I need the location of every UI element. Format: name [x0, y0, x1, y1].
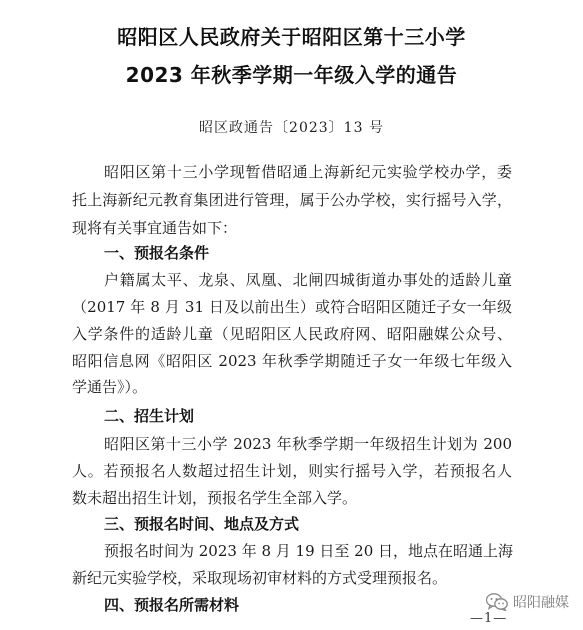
section-line: 入学条件的适龄儿童（见昭阳区人民政府网、昭阳融媒公众号、: [72, 325, 512, 343]
section-line: 学通告》）。: [72, 378, 148, 396]
page-number: —1—: [470, 611, 508, 626]
section-line: 户籍属太平、龙泉、凤凰、北闸四城街道办事处的适龄儿童: [104, 271, 512, 289]
section-line: 数未超出招生计划，预报名学生全部入学。: [72, 489, 358, 507]
section-heading: 三、预报名时间、地点及方式: [104, 515, 300, 533]
section-line: 昭阳信息网《昭阳区 2023 年秋季学期随迁子女一年级七年级入: [72, 352, 512, 370]
section-heading: 一、预报名条件: [104, 244, 210, 262]
document-title-line1: 昭阳区人民政府关于昭阳区第十三小学: [117, 25, 466, 49]
document-title-line2: 2023 年秋季学期一年级入学的通告: [125, 63, 458, 87]
section-heading: 二、招生计划: [104, 407, 195, 425]
section-line: （2017 年 8 月 31 日及以前出生）或符合昭阳区随迁子女一年级: [72, 298, 512, 316]
watermark-text: 昭阳融媒: [513, 595, 569, 611]
intro-line: 昭阳区第十三小学现暂借昭通上海新纪元实验学校办学，委: [104, 163, 512, 181]
section-line: 预报名时间为 2023 年 8 月 19 日至 20 日，地点在昭通上海: [104, 542, 514, 560]
section-line: 昭阳区第十三小学 2023 年秋季学期一年级招生计划为 200: [104, 435, 512, 453]
watermark: [486, 592, 569, 612]
intro-line: 现将有关事宜通告如下：: [72, 219, 238, 237]
document-number: 昭区政通告〔2023〕13 号: [199, 120, 384, 136]
section-line: 新纪元实验学校，采取现场初审材料的方式受理预报名。: [72, 569, 448, 587]
section-heading: 四、预报名所需材料: [104, 596, 240, 614]
intro-line: 托上海新纪元教育集团进行管理，属于公办学校，实行摇号入学，: [72, 191, 512, 209]
section-line: 人。若预报名人数超过招生计划，则实行摇号入学，若预报名人: [72, 462, 512, 480]
wechat-icon: [486, 593, 508, 611]
